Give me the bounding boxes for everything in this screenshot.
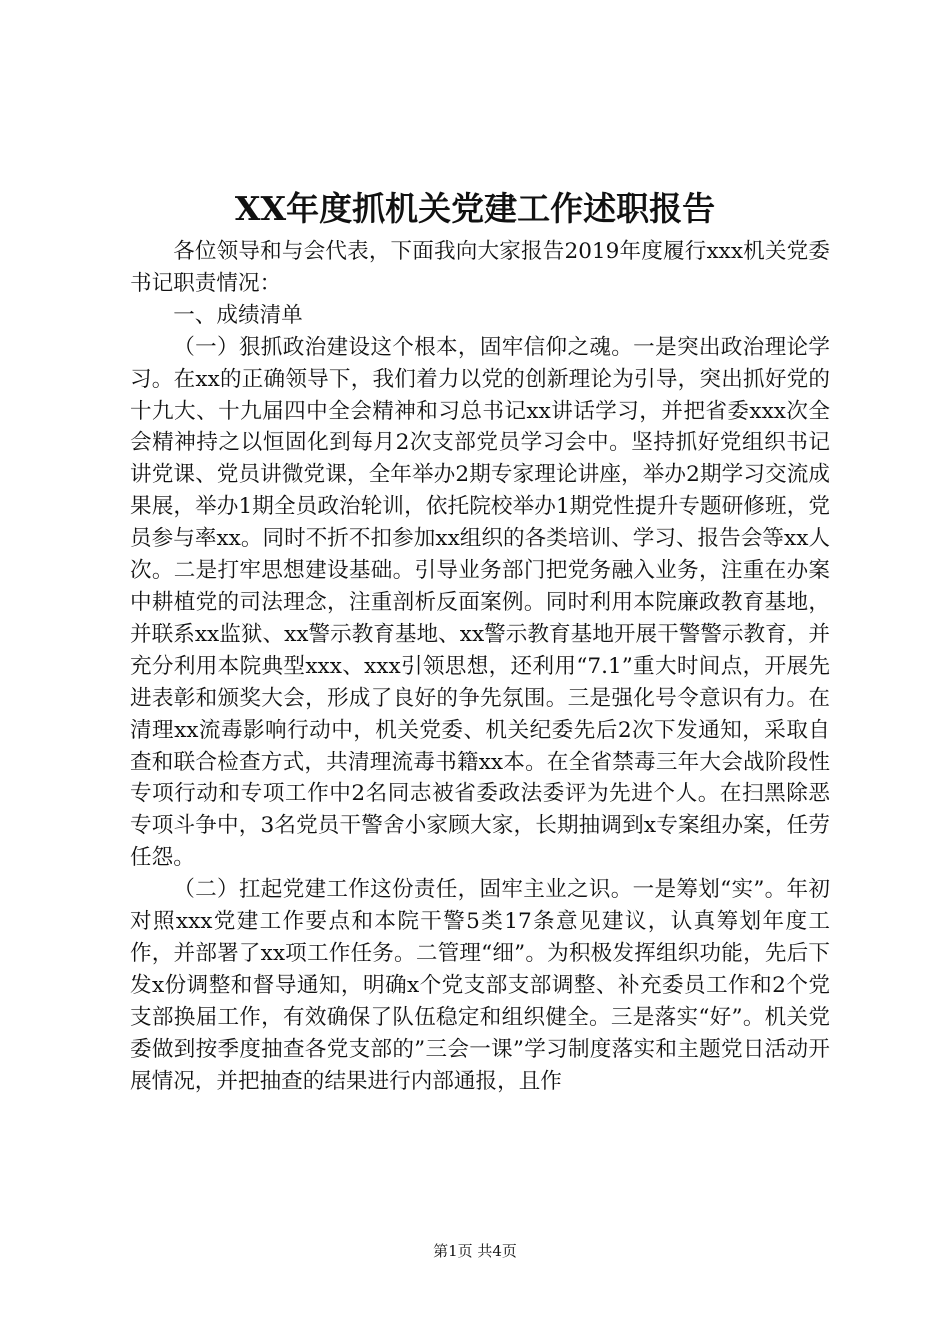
document-title: XX年度抓机关党建工作述职报告 <box>234 189 716 228</box>
paragraph-political-building: （一）狠抓政治建设这个根本，固牢信仰之魂。一是突出政治理论学习。在xx的正确领导下，我们着力以党的创新理论为引导，突出抓好党的十九大、十九届四中全会精神和习总书记xx讲话学习，并把省委xxx次全会精神持之以恒固化到每月2次支部党员学习会中。坚持抓好党组织书记讲党课、党员讲微党课，全年举办2期专家理论讲座，举办2期学习交流成果展，举办1期全员政治轮训，依托院校举办1期党性提升专题研修班，党员参与率xx。同时不折不扣参加xx组织的各类培训、学习、报告会等xx人次。二是打牢思想建设基础。引导业务部门把党务融入业务，注重在办案中耕植党的司法理念，注重剖析反面案例。同时利用本院廉政教育基地，并联系xx监狱、xx警示教育基地、xx警示教育基地开展干警警示教育，并充分利用本院典型xxx、xxx引领思想，还利用“7.1”重大时间点，开展先进表彰和颁奖大会，形成了良好的争先氛围。三是强化号令意识有力。在清理xx流毒影响行动中，机关党委、机关纪委先后2次下发通知，采取自查和联合检查方式，共清理流毒书籍xx本。在全省禁毒三年大会战阶段性专项行动和专项工作中2名同志被省委政法委评为先进个人。在扫黑除恶专项斗争中，3名党员干警舍小家顾大家，长期抽调到x专案组办案，任劳任怨。 <box>130 334 830 871</box>
section-heading: 一、成绩清单 <box>173 302 303 328</box>
page-footer: 第1页 共4页 <box>433 1242 517 1260</box>
paragraph-party-responsibility: （二）扛起党建工作这份责任，固牢主业之识。一是筹划“实”。年初对照xxx党建工作要点和本院干警5类17条意见建议，认真筹划年度工作，并部署了xx项工作任务。二管理“细”。为积极发挥组织功能，先后下发x份调整和督导通知，明确x个党支部支部调整、补充委员工作和2个党支部换届工作，有效确保了队伍稳定和组织健全。三是落实“好”。机关党委做到按季度抽查各党支部的”三会一课”学习制度落实和主题党日活动开展情况，并把抽查的结果进行内部通报，且作 <box>130 877 830 1094</box>
paragraph-intro: 各位领导和与会代表，下面我向大家报告2019年度履行xxx机关党委书记职责情况： <box>130 239 830 296</box>
document-body <box>130 236 830 1097</box>
